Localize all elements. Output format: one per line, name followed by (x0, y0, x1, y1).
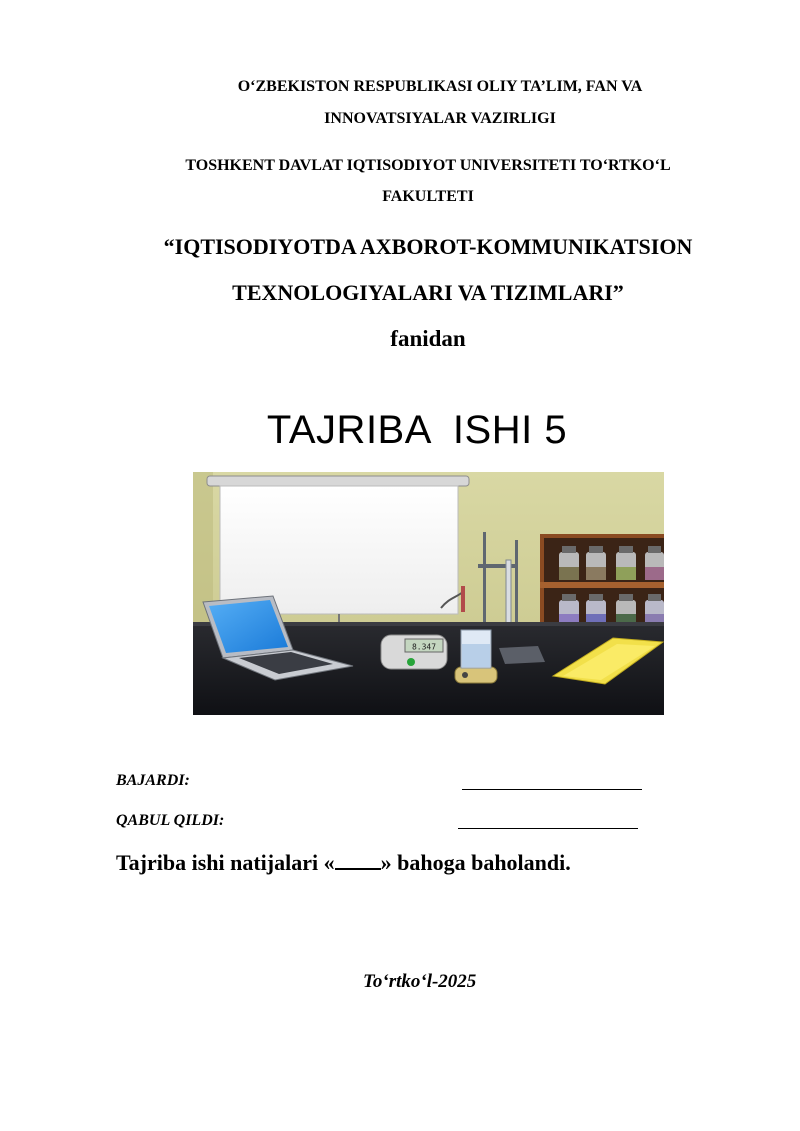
subject-line-2: TEXNOLOGIYALARI VA TIZIMLARI” (232, 280, 624, 305)
university-line-2: FAKULTETI (382, 188, 474, 205)
accepted-by-label: QABUL QILDI: (116, 812, 225, 829)
accepted-by-signature-line (458, 828, 638, 829)
university-line-1: TOSHKENT DAVLAT IQTISODIYOT UNIVERSITETI TO‘RTKO‘L (185, 157, 671, 174)
subject-line-3: fanidan (390, 326, 466, 351)
grade-statement (116, 850, 571, 876)
ministry-line-1: O‘ZBEKISTON RESPUBLIKASI OLIY TA’LIM, FAN VA (237, 78, 643, 95)
lab-illustration (193, 472, 664, 715)
place-year: To‘rtko‘l-2025 (363, 971, 477, 992)
lab-illustration-svg (193, 472, 664, 715)
done-by-signature-line (462, 789, 642, 790)
lab-title: TAJRIBA ISHI 5 (266, 408, 568, 452)
grade-suffix: » bahoga baholandi. (380, 850, 571, 875)
grade-blank-line (335, 850, 381, 870)
subject-line-1: “IQTISODIYOTDA AXBOROT-KOMMUNIKATSION (163, 234, 693, 259)
done-by-label: BAJARDI: (116, 772, 190, 789)
meter-reading: 8.347 (411, 642, 437, 652)
ministry-line-2: INNOVATSIYALAR VAZIRLIGI (324, 110, 556, 127)
grade-prefix: Tajriba ishi natijalari « (116, 850, 335, 875)
